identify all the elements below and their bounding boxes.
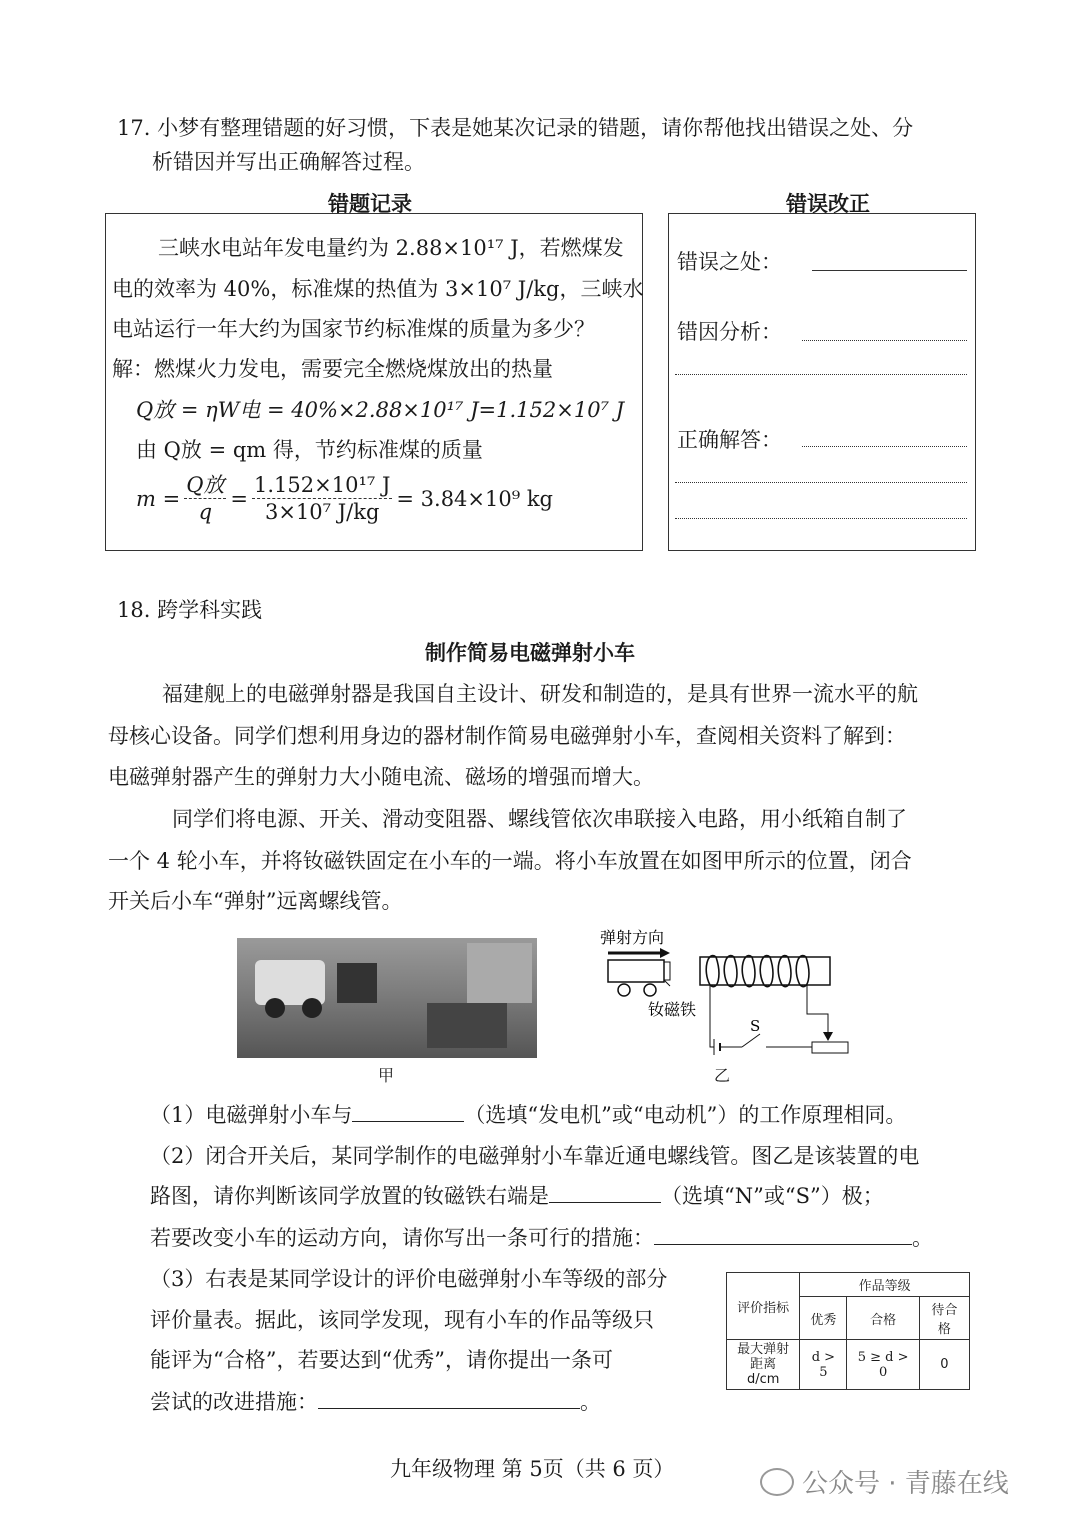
paragraph-line: 一个 4 轮小车，并将钕磁铁固定在小车的一端。将小车放置在如图甲所示的位置，闭合 xyxy=(108,849,912,873)
q18-heading: 18. 跨学科实践 xyxy=(117,598,263,622)
formula-den: 3×10⁷ J/kg xyxy=(264,500,380,524)
row-label: 距离 d/cm xyxy=(746,1357,780,1387)
switch-label: S xyxy=(750,1017,761,1035)
text: （1）电磁弹射小车与 xyxy=(150,1103,353,1127)
paragraph-line: 电磁弹射器产生的弹射力大小随电流、磁场的增强而增大。 xyxy=(108,765,654,789)
paragraph-line: 同学们将电源、开关、滑动变阻器、螺线管依次串联接入电路，用小纸箱自制了 xyxy=(172,807,907,831)
table-header: 合格 xyxy=(847,1297,919,1340)
watermark xyxy=(760,1463,1009,1500)
wechat-icon xyxy=(760,1468,794,1496)
correct-answer-label: 正确解答： xyxy=(677,428,782,452)
text: （选填“发电机”或“电动机”）的工作原理相同。 xyxy=(464,1103,907,1127)
text: 路图，请你判断该同学放置的钕磁铁右端是 xyxy=(150,1184,549,1208)
formula-lhs: m = xyxy=(136,486,181,511)
sub-question-2-line xyxy=(150,1222,933,1252)
answer-blank[interactable] xyxy=(318,1388,580,1409)
text: 。 xyxy=(580,1390,601,1414)
table-header: 待合格 xyxy=(919,1297,969,1340)
cart xyxy=(608,960,664,982)
error-location-blank[interactable] xyxy=(812,270,967,271)
solution-line: Q放 = ηW电 = 40%×2.88×10¹⁷ J=1.152×10⁷ J xyxy=(136,398,625,422)
text: （选填“N”或“S”）极； xyxy=(661,1184,884,1208)
paragraph-line: 开关后小车“弹射”远离螺线管。 xyxy=(108,889,403,913)
switch-icon xyxy=(742,1034,760,1047)
q17-line2: 析错因并写出正确解答过程。 xyxy=(152,150,425,174)
problem-line: 三峡水电站年发电量约为 2.88×10¹⁷ J，若燃煤发 xyxy=(158,236,624,260)
table-header: 优秀 xyxy=(800,1297,847,1340)
row-label: 最大弹射 xyxy=(737,1342,790,1357)
figure-a-label: 甲 xyxy=(378,1066,395,1085)
table-header: 作品等级 xyxy=(800,1273,970,1297)
problem-line: 电的效率为 40%，标准煤的热值为 3×10⁷ J/kg，三峡水 xyxy=(112,277,644,301)
q18-title: 制作简易电磁弹射小车 xyxy=(425,641,635,665)
error-cause-blank[interactable] xyxy=(675,374,967,375)
error-location-label: 错误之处： xyxy=(677,250,782,274)
error-record-box xyxy=(105,213,643,551)
evaluation-table xyxy=(726,1272,970,1390)
answer-blank[interactable] xyxy=(654,1224,912,1245)
sub-question-1 xyxy=(150,1099,906,1129)
formula-num: 1.152×10¹⁷ J xyxy=(254,473,391,497)
direction-label: 弹射方向 xyxy=(600,928,665,947)
table-cell: 0 xyxy=(919,1340,969,1390)
table-cell: d > 5 xyxy=(800,1340,847,1390)
correct-answer-blank[interactable] xyxy=(802,446,967,447)
sub-question-2-line xyxy=(150,1180,884,1210)
sub-question-2-line: （2）闭合开关后，某同学制作的电磁弹射小车靠近通电螺线管。图乙是该装置的电 xyxy=(150,1144,920,1168)
figure-b-circuit xyxy=(590,920,860,1070)
formula-rhs: = 3.84×10⁹ kg xyxy=(396,486,553,511)
figure-a-photo xyxy=(237,938,537,1058)
figure-b-label: 乙 xyxy=(714,1066,731,1085)
rheostat-icon xyxy=(812,1042,848,1053)
sub-question-3-line: （3）右表是某同学设计的评价电磁弹射小车等级的部分 xyxy=(150,1267,668,1291)
table-cell: 5 ≥ d > 0 xyxy=(847,1340,919,1390)
solution-formula: m = $\frac{\text{Q放}}{q}$ = $\frac{\text{1.152×10¹⁷ J}}{\text{3×10⁷ J/kg}}$ = 3.84×10⁹ kg xyxy=(136,473,553,524)
formula-num: Q放 xyxy=(186,473,225,497)
correct-answer-blank[interactable] xyxy=(675,518,967,519)
error-correction-box xyxy=(668,213,976,551)
text: 若要改变小车的运动方向，请你写出一条可行的措施： xyxy=(150,1226,654,1250)
watermark-text: 公众号 · 青藤在线 xyxy=(802,1469,1009,1499)
correct-answer-blank[interactable] xyxy=(675,482,967,483)
error-record-header: 错题记录 xyxy=(328,192,412,216)
text: 。 xyxy=(912,1226,933,1250)
answer-blank[interactable] xyxy=(352,1101,464,1122)
page-footer: 九年级物理 第 5页（共 6 页） xyxy=(390,1457,675,1481)
error-cause-label: 错因分析： xyxy=(677,320,782,344)
table-header: 评价指标 xyxy=(727,1273,800,1340)
magnet-label: 钕磁铁 xyxy=(648,1000,697,1019)
answer-blank[interactable] xyxy=(549,1182,661,1203)
error-cause-blank[interactable] xyxy=(802,340,967,341)
paragraph-line: 母核心设备。同学们想利用身边的器材制作简易电磁弹射小车，查阅相关资料了解到： xyxy=(108,724,906,748)
sub-question-3-line: 能评为“合格”，若要达到“优秀”，请你提出一条可 xyxy=(150,1348,613,1372)
q17-line1: 17. 小梦有整理错题的好习惯，下表是她某次记录的错题，请你帮他找出错误之处、分 xyxy=(117,116,914,140)
paragraph-line: 福建舰上的电磁弹射器是我国自主设计、研发和制造的，是具有世界一流水平的航 xyxy=(162,682,918,706)
sub-question-3-line: 评价量表。据此，该同学发现，现有小车的作品等级只 xyxy=(150,1308,654,1332)
problem-line: 电站运行一年大约为国家节约标准煤的质量为多少？ xyxy=(112,317,595,341)
formula-den: q xyxy=(198,500,213,524)
error-correction-header: 错误改正 xyxy=(786,192,870,216)
solution-line: 由 Q放 = qm 得，节约标准煤的质量 xyxy=(136,438,483,462)
text: 尝试的改进措施： xyxy=(150,1390,318,1414)
sub-question-3-line xyxy=(150,1386,601,1416)
solution-line: 解：燃煤火力发电，需要完全燃烧煤放出的热量 xyxy=(112,357,553,381)
